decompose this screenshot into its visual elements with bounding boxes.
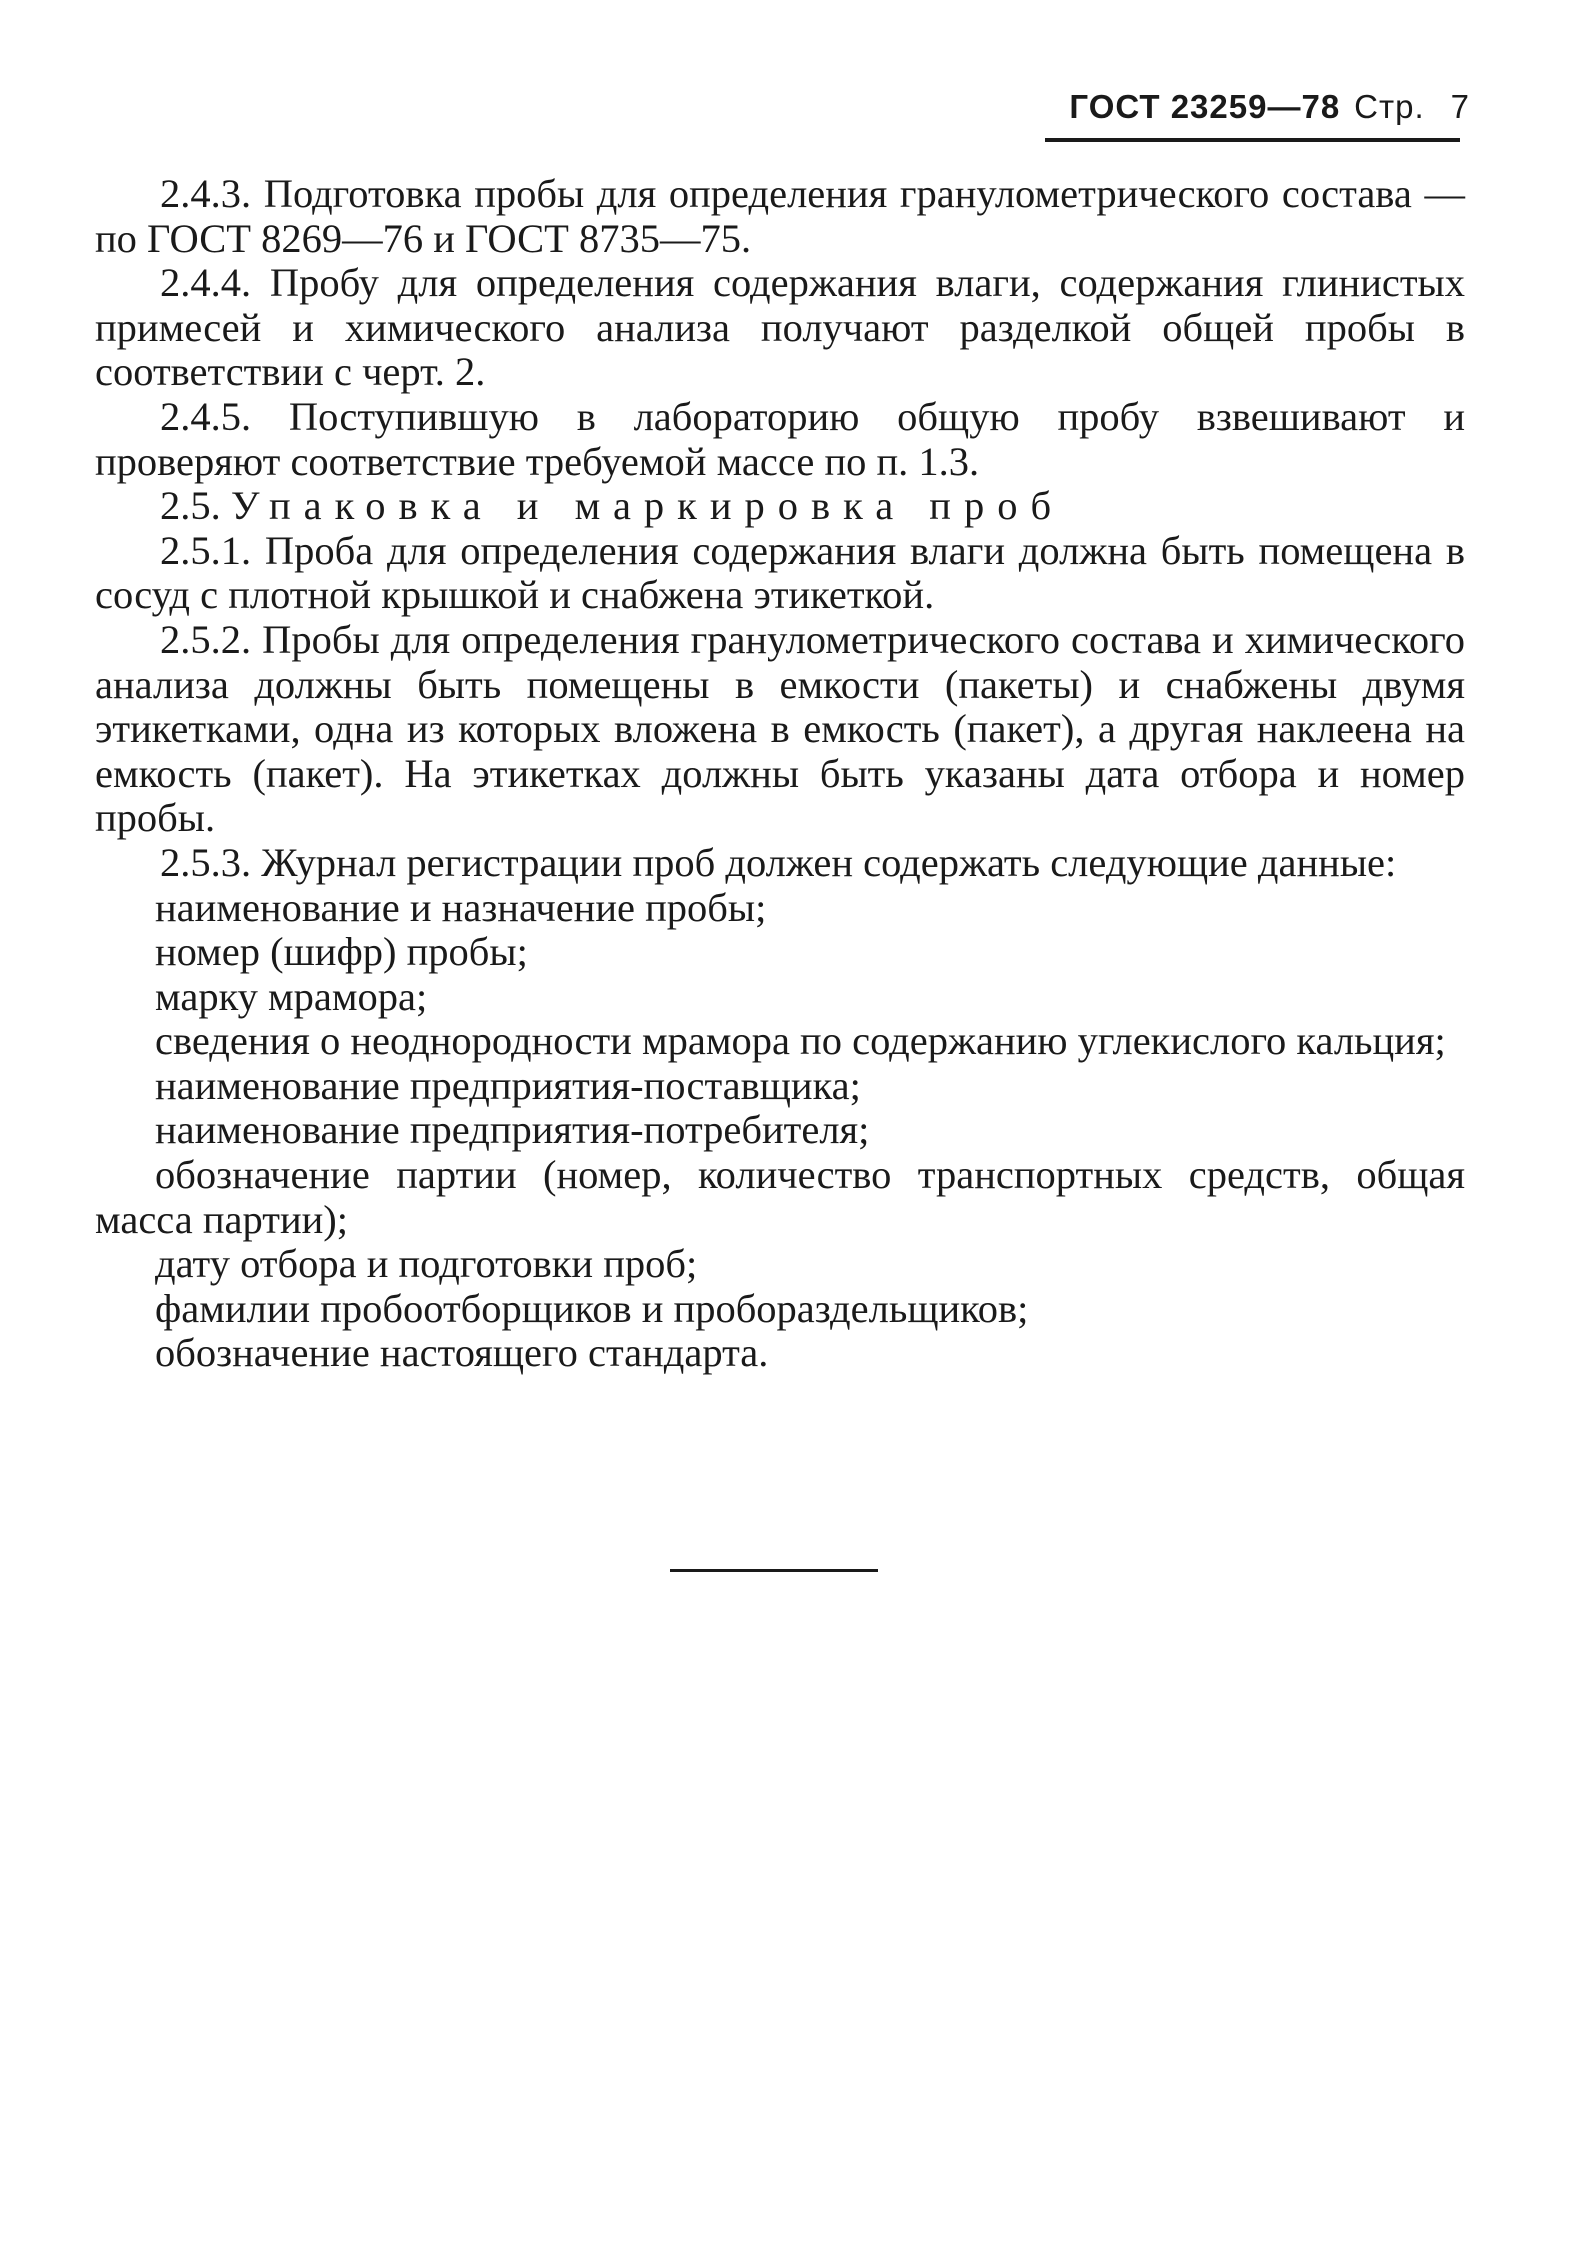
journal-item: наименование предприятия-потребителя;: [155, 1107, 870, 1153]
paragraph-2-4-3: 2.4.3. Подготовка пробы для определения гранулометрического состава — по ГОСТ 8269—76 и ГОСТ 8735—75.: [95, 171, 1465, 261]
journal-item: дату отбора и подготовки проб;: [155, 1241, 698, 1287]
section-2-5-title: Упаковка и маркировка проб: [230, 483, 1065, 529]
page-label: Стр.: [1354, 88, 1425, 125]
document-body: [95, 172, 1465, 1376]
document-id: ГОСТ 23259—78: [1069, 88, 1341, 125]
section-2-5-heading: [95, 484, 1465, 529]
paragraph-2-4-4: 2.4.4. Пробу для определения содержания влаги, содержания глинистых примесей и химического анализа получают разделкой общей пробы в соответствии с черт. 2.: [95, 260, 1465, 395]
section-2-5-number: 2.5.: [160, 483, 221, 529]
paragraph-2-5-1: 2.5.1. Проба для определения содержания влаги должна быть помещена в сосуд с плотной крышкой и снабжена этикеткой.: [95, 527, 1465, 618]
journal-item: обозначение настоящего стандарта.: [155, 1330, 769, 1376]
header-rule: [1045, 138, 1460, 142]
page-number: 7: [1450, 88, 1470, 125]
paragraph-2-5-2: 2.5.2. Пробы для определения гранулометрического состава и химического анализа должны быть помещены в емкости (пакеты) и снабжены двумя этикетками, одна из которых вложена в емкость (пакет), а другая наклеена на емкость (пакет). На этикетках должны быть указаны дата отбора и номер пробы.: [95, 616, 1465, 841]
paragraph-2-5-3: 2.5.3. Журнал регистрации проб должен содержать следующие данные:: [160, 839, 1397, 885]
end-of-text-rule: [670, 1569, 878, 1572]
journal-item: марку мрамора;: [155, 973, 428, 1019]
journal-item: фамилии пробоотборщиков и пробораздельщиков;: [155, 1285, 1029, 1331]
journal-item: обозначение партии (номер, количество транспортных средств, общая масса партии);: [95, 1152, 1465, 1242]
journal-item: номер (шифр) пробы;: [155, 929, 528, 975]
journal-item: наименование и назначение пробы;: [155, 884, 767, 930]
page-header: [1040, 88, 1470, 126]
paragraph-2-4-5: 2.4.5. Поступившую в лабораторию общую пробу взвешивают и проверяют соответствие требуемой массе по п. 1.3.: [95, 393, 1465, 484]
journal-item: наименование предприятия-поставщика;: [155, 1062, 861, 1108]
journal-item: сведения о неоднородности мрамора по содержанию углекислого кальция;: [155, 1018, 1446, 1064]
